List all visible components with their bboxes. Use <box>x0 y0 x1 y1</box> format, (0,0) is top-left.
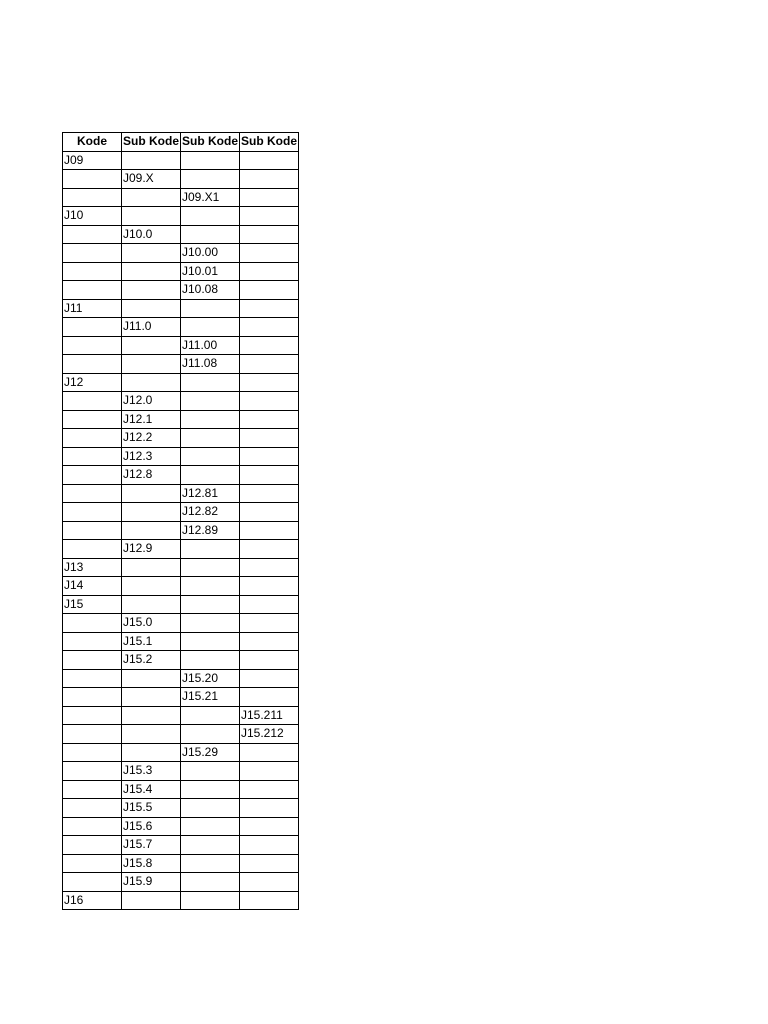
table-cell <box>181 595 240 614</box>
table-cell <box>240 447 299 466</box>
table-row <box>63 410 299 429</box>
table-cell: J12.1 <box>122 410 181 429</box>
table-row <box>63 151 299 170</box>
table-cell <box>240 244 299 263</box>
table-cell <box>181 207 240 226</box>
table-cell <box>240 632 299 651</box>
table-cell <box>122 262 181 281</box>
table-cell <box>181 891 240 910</box>
table-cell <box>63 669 122 688</box>
table-cell: J10.08 <box>181 281 240 300</box>
table-row <box>63 225 299 244</box>
table-cell: J15.7 <box>122 836 181 855</box>
table-cell: J09 <box>63 151 122 170</box>
column-header-1: Sub Kode <box>122 133 181 152</box>
table-cell <box>122 891 181 910</box>
table-cell <box>63 762 122 781</box>
table-cell <box>240 854 299 873</box>
table-cell <box>240 836 299 855</box>
table-cell <box>181 151 240 170</box>
table-row <box>63 262 299 281</box>
table-cell: J12.2 <box>122 429 181 448</box>
table-cell <box>63 521 122 540</box>
table-cell <box>63 725 122 744</box>
table-cell <box>181 725 240 744</box>
table-cell <box>181 540 240 559</box>
table-cell <box>122 299 181 318</box>
code-table <box>62 132 299 910</box>
column-header-0: Kode <box>63 133 122 152</box>
table-cell <box>240 429 299 448</box>
table-cell: J10.01 <box>181 262 240 281</box>
table-cell <box>63 706 122 725</box>
table-row <box>63 725 299 744</box>
table-cell: J15.2 <box>122 651 181 670</box>
table-cell <box>63 503 122 522</box>
table-cell: J15.0 <box>122 614 181 633</box>
table-cell: J15.212 <box>240 725 299 744</box>
table-cell <box>240 410 299 429</box>
table-row <box>63 521 299 540</box>
table-row <box>63 854 299 873</box>
table-cell <box>240 651 299 670</box>
table-row <box>63 447 299 466</box>
table-cell <box>181 873 240 892</box>
table-cell <box>122 244 181 263</box>
table-cell: J15.5 <box>122 799 181 818</box>
table-row <box>63 651 299 670</box>
table-cell <box>240 318 299 337</box>
table-cell <box>240 891 299 910</box>
table-cell <box>240 595 299 614</box>
table-cell: J10.0 <box>122 225 181 244</box>
table-row <box>63 188 299 207</box>
table-cell <box>122 688 181 707</box>
table-cell: J15.20 <box>181 669 240 688</box>
table-cell: J12.0 <box>122 392 181 411</box>
column-header-2: Sub Kode <box>181 133 240 152</box>
table-row <box>63 762 299 781</box>
table-cell <box>240 151 299 170</box>
table-cell <box>181 799 240 818</box>
table-cell: J11 <box>63 299 122 318</box>
table-cell <box>240 225 299 244</box>
table-row <box>63 669 299 688</box>
table-cell <box>63 262 122 281</box>
table-cell <box>181 817 240 836</box>
table-row <box>63 466 299 485</box>
table-row <box>63 207 299 226</box>
table-cell <box>240 558 299 577</box>
table-cell <box>240 614 299 633</box>
table-cell <box>240 355 299 374</box>
table-cell <box>63 688 122 707</box>
table-cell: J10.00 <box>181 244 240 263</box>
table-row <box>63 318 299 337</box>
table-cell <box>240 262 299 281</box>
table-row <box>63 614 299 633</box>
table-cell <box>122 373 181 392</box>
table-row <box>63 299 299 318</box>
table-cell <box>63 410 122 429</box>
table-row <box>63 484 299 503</box>
table-cell <box>63 225 122 244</box>
table-row <box>63 429 299 448</box>
table-cell: J15.29 <box>181 743 240 762</box>
table-cell <box>122 577 181 596</box>
table-cell: J16 <box>63 891 122 910</box>
table-cell <box>240 817 299 836</box>
table-cell <box>63 540 122 559</box>
table-cell <box>240 521 299 540</box>
table-row <box>63 392 299 411</box>
table-cell <box>240 170 299 189</box>
table-cell: J15 <box>63 595 122 614</box>
table-cell <box>240 336 299 355</box>
table-cell <box>181 836 240 855</box>
table-cell <box>63 873 122 892</box>
table-cell <box>122 706 181 725</box>
table-cell <box>181 706 240 725</box>
table-row <box>63 873 299 892</box>
table-cell <box>122 207 181 226</box>
table-cell: J15.4 <box>122 780 181 799</box>
table-cell <box>63 244 122 263</box>
table-cell: J12.89 <box>181 521 240 540</box>
table-cell <box>181 466 240 485</box>
table-cell <box>122 743 181 762</box>
table-row <box>63 336 299 355</box>
table-cell: J12.8 <box>122 466 181 485</box>
table-cell: J09.X1 <box>181 188 240 207</box>
table-row <box>63 632 299 651</box>
table-cell <box>63 743 122 762</box>
table-cell <box>181 447 240 466</box>
table-cell <box>63 854 122 873</box>
table-row <box>63 281 299 300</box>
header-row <box>63 133 299 152</box>
table-row <box>63 688 299 707</box>
table-cell <box>181 651 240 670</box>
table-cell <box>181 225 240 244</box>
table-row <box>63 780 299 799</box>
table-cell <box>63 780 122 799</box>
table-cell <box>240 873 299 892</box>
table-cell <box>63 281 122 300</box>
table-cell <box>63 318 122 337</box>
table-cell: J09.X <box>122 170 181 189</box>
table-cell: J15.211 <box>240 706 299 725</box>
table-cell: J15.3 <box>122 762 181 781</box>
table-cell <box>240 299 299 318</box>
table-cell: J13 <box>63 558 122 577</box>
table-cell <box>240 207 299 226</box>
table-cell <box>181 299 240 318</box>
table-cell: J12.9 <box>122 540 181 559</box>
table-cell <box>181 410 240 429</box>
table-cell: J15.21 <box>181 688 240 707</box>
table-cell <box>240 373 299 392</box>
table-cell <box>63 836 122 855</box>
table-cell <box>63 355 122 374</box>
table-row <box>63 817 299 836</box>
table-cell <box>63 799 122 818</box>
table-cell <box>181 373 240 392</box>
table-row <box>63 891 299 910</box>
table-cell <box>181 577 240 596</box>
table-row <box>63 595 299 614</box>
table-cell <box>122 725 181 744</box>
table-cell <box>181 854 240 873</box>
table-cell <box>122 188 181 207</box>
table-cell <box>63 170 122 189</box>
table-cell <box>122 336 181 355</box>
table-cell: J11.08 <box>181 355 240 374</box>
table-cell <box>63 632 122 651</box>
table-cell <box>122 484 181 503</box>
table-cell <box>240 743 299 762</box>
table-row <box>63 558 299 577</box>
table-cell <box>181 170 240 189</box>
table-cell <box>240 392 299 411</box>
table-row <box>63 706 299 725</box>
table-cell <box>63 484 122 503</box>
table-cell <box>122 595 181 614</box>
table-cell <box>63 336 122 355</box>
table-row <box>63 373 299 392</box>
table-cell: J11.00 <box>181 336 240 355</box>
table-cell <box>63 447 122 466</box>
table-cell <box>181 780 240 799</box>
table-cell: J12 <box>63 373 122 392</box>
table-cell <box>63 614 122 633</box>
table-cell <box>63 429 122 448</box>
table-cell <box>240 540 299 559</box>
column-header-3: Sub Kode <box>240 133 299 152</box>
table-cell <box>240 799 299 818</box>
table-cell <box>181 762 240 781</box>
table-cell <box>122 521 181 540</box>
table-row <box>63 355 299 374</box>
table-cell: J11.0 <box>122 318 181 337</box>
table-cell <box>181 632 240 651</box>
table-cell <box>181 392 240 411</box>
table-cell <box>240 188 299 207</box>
table-cell <box>240 503 299 522</box>
table-row <box>63 836 299 855</box>
table-cell <box>63 466 122 485</box>
table-cell <box>240 281 299 300</box>
table-header <box>63 133 299 152</box>
table-cell <box>122 558 181 577</box>
table-cell <box>63 392 122 411</box>
table-cell <box>122 355 181 374</box>
table-cell <box>240 669 299 688</box>
table-cell: J15.9 <box>122 873 181 892</box>
table-cell <box>122 669 181 688</box>
table-cell <box>240 577 299 596</box>
table-row <box>63 799 299 818</box>
table-cell <box>240 780 299 799</box>
table-cell: J15.1 <box>122 632 181 651</box>
table-cell <box>122 281 181 300</box>
table-cell <box>240 484 299 503</box>
table-cell: J12.82 <box>181 503 240 522</box>
table-cell: J10 <box>63 207 122 226</box>
table-body <box>63 151 299 910</box>
table-cell: J15.8 <box>122 854 181 873</box>
table-row <box>63 743 299 762</box>
table-cell <box>63 817 122 836</box>
table-cell <box>181 614 240 633</box>
table-row <box>63 503 299 522</box>
table-cell <box>122 503 181 522</box>
table-row <box>63 577 299 596</box>
table-cell <box>240 466 299 485</box>
table-cell <box>63 651 122 670</box>
table-cell <box>181 429 240 448</box>
table-cell: J15.6 <box>122 817 181 836</box>
table-cell <box>122 151 181 170</box>
table-cell <box>240 762 299 781</box>
table-cell <box>181 318 240 337</box>
table-cell <box>240 688 299 707</box>
table-cell <box>181 558 240 577</box>
table-cell <box>63 188 122 207</box>
table-row <box>63 244 299 263</box>
table-cell: J14 <box>63 577 122 596</box>
table-cell: J12.81 <box>181 484 240 503</box>
table-row <box>63 540 299 559</box>
table-row <box>63 170 299 189</box>
table-cell: J12.3 <box>122 447 181 466</box>
